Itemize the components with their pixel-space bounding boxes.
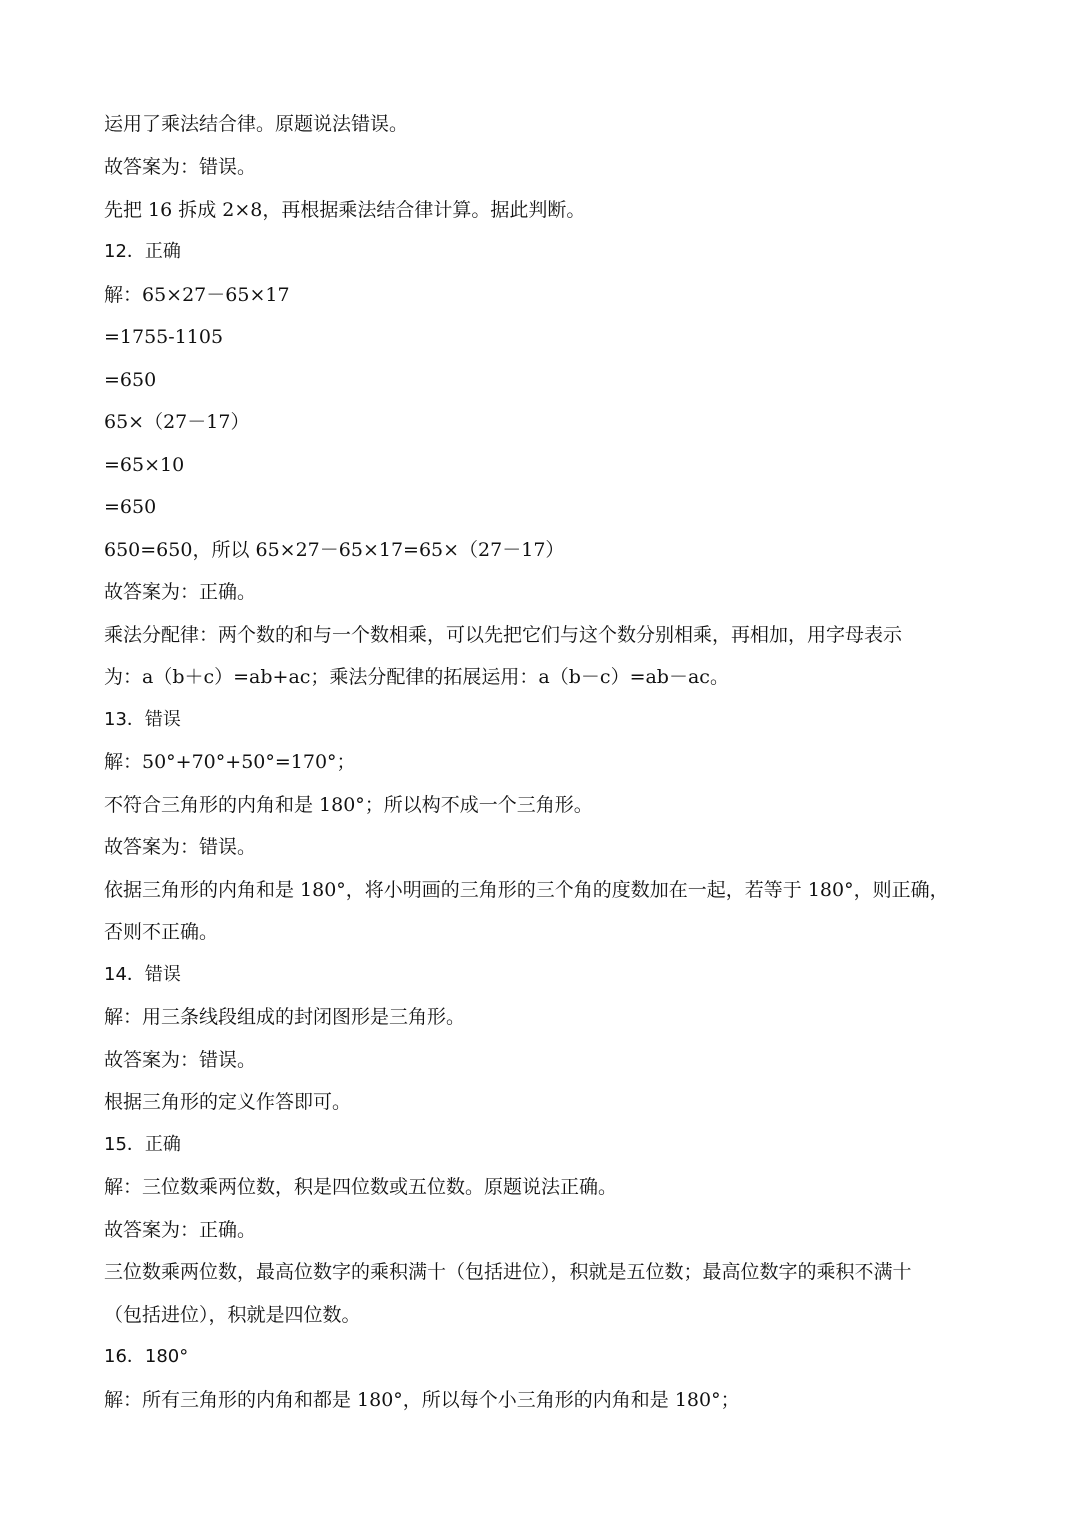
text-line: 三位数乘两位数，最高位数字的乘积满十（包括进位），积就是五位数；最高位数字的乘积不满十 bbox=[104, 1261, 912, 1283]
text-line: 解：50°+70°+50°=170°； bbox=[104, 751, 356, 773]
text-line: 故答案为：正确。 bbox=[104, 1219, 257, 1241]
question-heading: 13．错误 bbox=[104, 709, 181, 730]
text-line: 故答案为：错误。 bbox=[104, 836, 257, 858]
text-line: 乘法分配律：两个数的和与一个数相乘，可以先把它们与这个数分别相乘，再相加，用字母表示 bbox=[104, 624, 903, 646]
text-line: 故答案为：错误。 bbox=[104, 1049, 257, 1071]
text-line: 否则不正确。 bbox=[104, 921, 219, 943]
text-line: 解：三位数乘两位数，积是四位数或五位数。原题说法正确。 bbox=[104, 1176, 618, 1198]
text-line: =1755-1105 bbox=[104, 326, 224, 348]
text-line: =65×10 bbox=[104, 454, 185, 476]
text-line: 故答案为：错误。 bbox=[104, 156, 257, 178]
text-line: 解：用三条线段组成的封闭图形是三角形。 bbox=[104, 1006, 466, 1028]
text-line: 依据三角形的内角和是 180°，将小明画的三角形的三个角的度数加在一起，若等于 180°，则正确， bbox=[104, 879, 949, 901]
text-line: （包括进位），积就是四位数。 bbox=[104, 1304, 361, 1326]
text-line: 解：65×27－65×17 bbox=[104, 284, 290, 306]
text-line: =650 bbox=[104, 496, 157, 518]
text-line: 650=650，所以 65×27－65×17=65×（27－17） bbox=[104, 539, 565, 561]
question-heading: 15．正确 bbox=[104, 1134, 181, 1155]
text-line: 不符合三角形的内角和是 180°；所以构不成一个三角形。 bbox=[104, 794, 593, 816]
text-line: 为：a（b＋c）=ab+ac；乘法分配律的拓展运用：a（b－c）=ab－ac。 bbox=[104, 666, 729, 688]
text-line: 运用了乘法结合律。原题说法错误。 bbox=[104, 113, 409, 135]
question-heading: 14．错误 bbox=[104, 964, 181, 985]
text-line: =650 bbox=[104, 369, 157, 391]
question-heading: 12．正确 bbox=[104, 241, 181, 262]
text-line: 故答案为：正确。 bbox=[104, 581, 257, 603]
question-heading: 16．180° bbox=[104, 1346, 189, 1367]
text-line: 解：所有三角形的内角和都是 180°，所以每个小三角形的内角和是 180°； bbox=[104, 1389, 740, 1411]
text-line: 先把 16 拆成 2×8，再根据乘法结合律计算。据此判断。 bbox=[104, 199, 586, 221]
text-line: 65×（27－17） bbox=[104, 411, 250, 433]
text-line: 根据三角形的定义作答即可。 bbox=[104, 1091, 352, 1113]
